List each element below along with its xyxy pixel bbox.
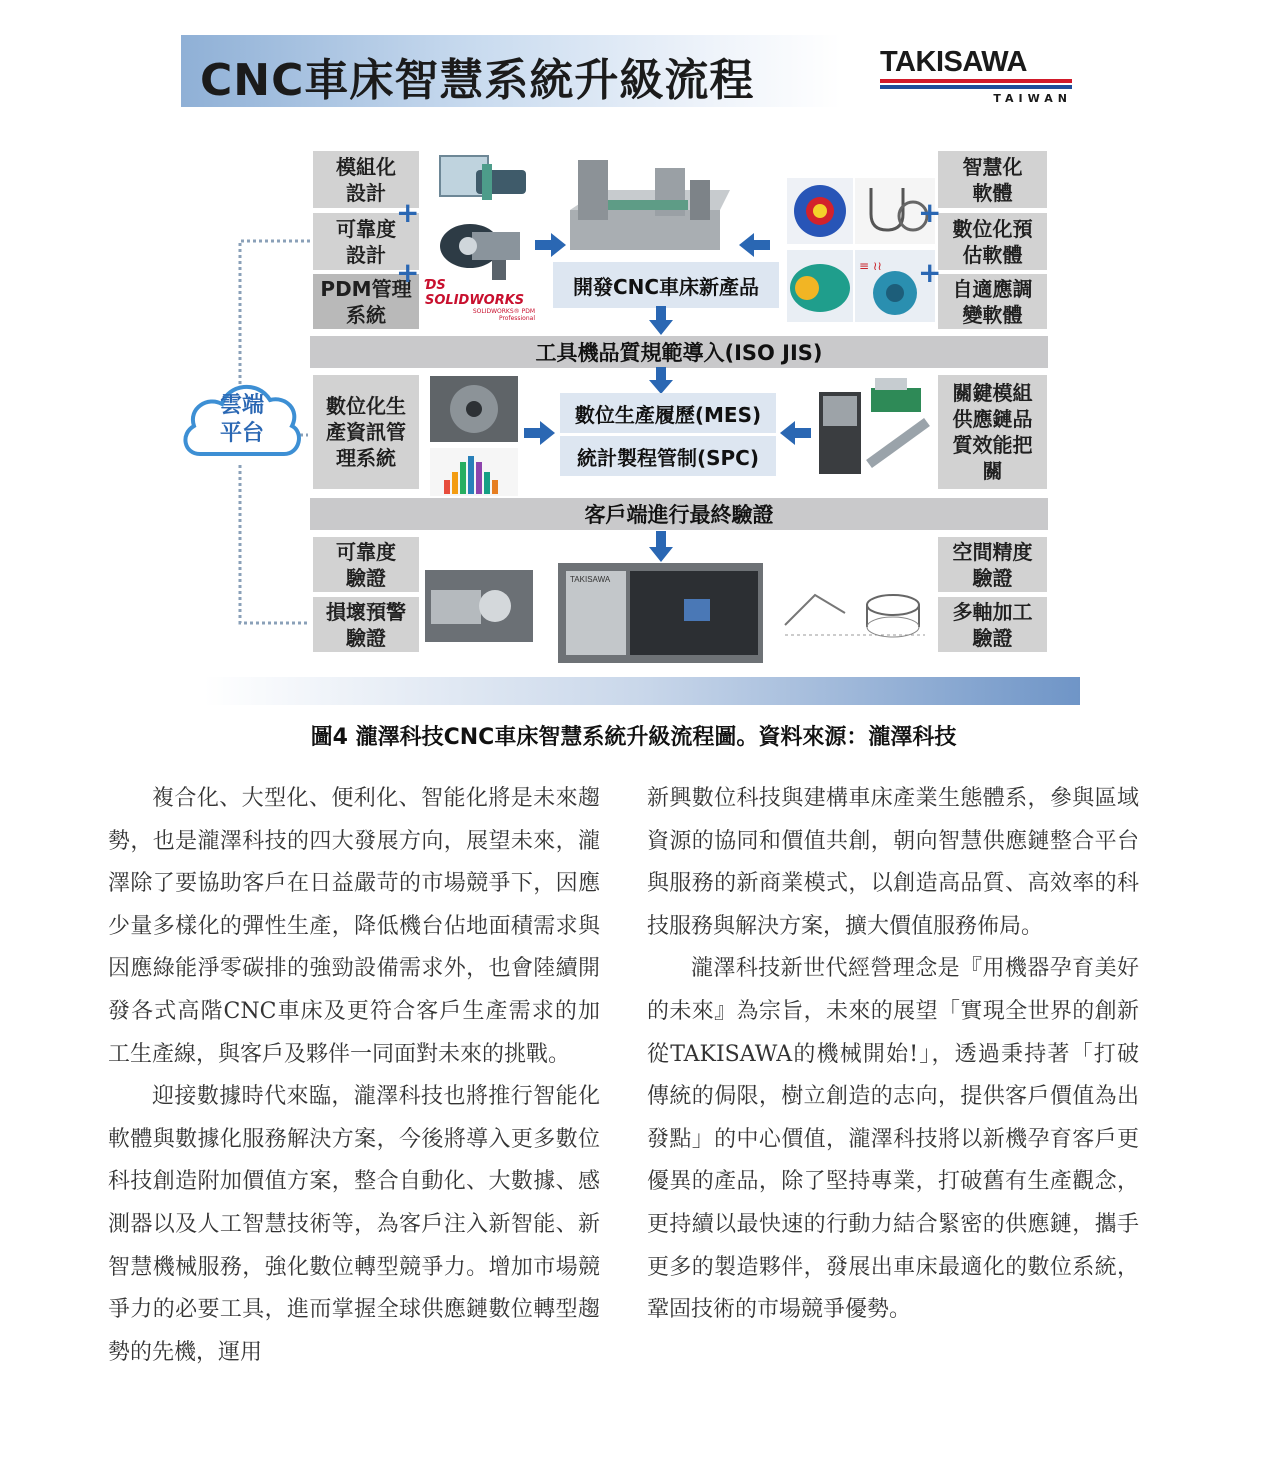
box-label: 可靠度設計 [336, 216, 396, 267]
box-multi-axis-verification [938, 597, 1047, 652]
box-label: 自適應調變軟體 [952, 276, 1033, 327]
logo-subtext: TAIWAN [993, 92, 1072, 105]
arrow-down-icon [648, 367, 674, 395]
cloud-label-line1: 雲端 [219, 393, 264, 418]
precision-diagram-image [775, 565, 933, 647]
mes-box: 數位生產履歷(MES) [560, 393, 776, 433]
chuck-and-histogram-images [430, 376, 520, 496]
plus-icon: + [918, 256, 942, 289]
paragraph: 新興數位科技與建構車床產業生態體系，參與區域資源的協同和價值共創，朝向智慧供應鏈整合平台與服務的新商業模式，以創造高品質、高效率的科技服務與解決方案，擴大價值服務佈局。 [647, 786, 1139, 939]
machine-brand-label: TAKISAWA [570, 575, 611, 584]
box-label: 數位化預估軟體 [952, 216, 1033, 267]
box-label: 模組化設計 [336, 154, 396, 205]
box-spatial-accuracy-verification [938, 537, 1047, 592]
software-analysis-images [787, 178, 935, 328]
plus-icon: + [396, 256, 420, 289]
solidworks-ds-icon: ƊS [425, 278, 446, 293]
box-label: 多軸加工驗證 [952, 599, 1033, 650]
paragraph: 瀧澤科技新世代經營理念是『用機器孕育美好的未來』為宗旨，未來的展望「實現全世界的創新從TAKISAWA的機械開始!」，透過秉持著「打破傳統的侷限，樹立創造的志向，提供客戶價值為出發點」的中心價值，瀧澤科技將以新機孕育客戶更優異的產品，除了堅持專業，打破舊有生產觀念，更持續以最快速的行動力結合緊密的供應鏈，攜手更多的製造夥伴，發展出車床最適化的數位系統，鞏固技術的市場競爭優勢。 [647, 956, 1139, 1323]
box-label: 關鍵模組供應鏈品質效能把關 [952, 381, 1033, 483]
box-damage-warning-verification [313, 597, 419, 652]
cnc-machine-photo [558, 563, 763, 663]
box-digital-production-info [313, 375, 419, 489]
cloud-platform [178, 368, 306, 468]
arrow-left-icon [738, 232, 770, 258]
box-label: 數位化生產資訊管理系統 [326, 394, 406, 470]
figure-caption: 圖4 瀧澤科技CNC車床智慧系統升級流程圖。資料來源：瀧澤科技 [310, 725, 957, 750]
box-digital-predict-software [938, 213, 1047, 270]
box-reliability-verification [313, 537, 419, 592]
paragraph: 複合化、大型化、便利化、智能化將是未來趨勢，也是瀧澤科技的四大發展方向，展望未來，瀧澤除了要協助客戶在日益嚴苛的市場競爭下，因應少量多樣化的彈性生產，降低機台佔地面積需求與因應綠能淨零碳排的強勁設備需求外，也會陸續開發各式高階CNC車床及更符合客戶生產需求的加工生產線，與客戶及夥伴一同面對未來的挑戰。 [108, 786, 600, 1067]
svg-text:≡ ≀≀: ≡ ≀≀ [859, 259, 882, 273]
flow-diagram [0, 0, 1267, 710]
box-label: PDM管理系統 [320, 276, 412, 327]
paragraph: 迎接數據時代來臨，瀧澤科技也將推行智能化軟體與數據化服務解決方案，今後將導入更多數位科技創造附加價值方案，整合自動化、大數據、感測器以及人工智慧技術等，為客戶注入新智能、新智慧機械服務，強化數位轉型競爭力。增加市場競爭力的必要工具，進而掌握全球供應鏈數位轉型趨勢的先機，運用 [108, 1084, 600, 1365]
body-column-right [647, 778, 1139, 1332]
solidworks-line1: SOLIDWORKS® PDM [472, 308, 535, 315]
arrow-down-icon [648, 531, 674, 563]
box-label: 可靠度驗證 [336, 539, 396, 590]
quality-standard-bar: 工具機品質規範導入(ISO JIS) [310, 336, 1048, 368]
logo-text: TAKISAWA [880, 46, 1027, 78]
box-smart-software [938, 151, 1047, 208]
diagram-bottom-bar [204, 677, 1080, 705]
box-label: 損壞預警驗證 [326, 599, 406, 650]
spc-box: 統計製程管制(SPC) [560, 436, 776, 476]
body-column-left [108, 778, 600, 1374]
plus-icon: + [396, 196, 420, 229]
cloud-label-line2: 平台 [219, 421, 264, 446]
cad-model-image [432, 150, 532, 290]
module-parts-images [815, 378, 933, 478]
spindle-photo [425, 570, 533, 642]
customer-verification-bar: 客戶端進行最終驗證 [310, 498, 1048, 530]
solidworks-logo [425, 278, 535, 322]
new-product-box: 開發CNC車床新產品 [553, 262, 779, 308]
cnc-machine-cad-image [560, 150, 735, 260]
box-adaptive-software [938, 274, 1047, 329]
solidworks-brand: SOLIDWORKS [425, 293, 525, 308]
arrow-down-icon [648, 306, 674, 336]
arrow-left-icon [779, 420, 811, 446]
solidworks-line2: Professional [498, 315, 535, 322]
page-title: CNC車床智慧系統升級流程 [200, 55, 755, 106]
box-key-module-supply-chain [938, 375, 1047, 489]
box-label: 智慧化軟體 [962, 154, 1023, 205]
arrow-right-icon [524, 420, 556, 446]
plus-icon: + [918, 196, 942, 229]
box-label: 空間精度驗證 [952, 539, 1033, 590]
